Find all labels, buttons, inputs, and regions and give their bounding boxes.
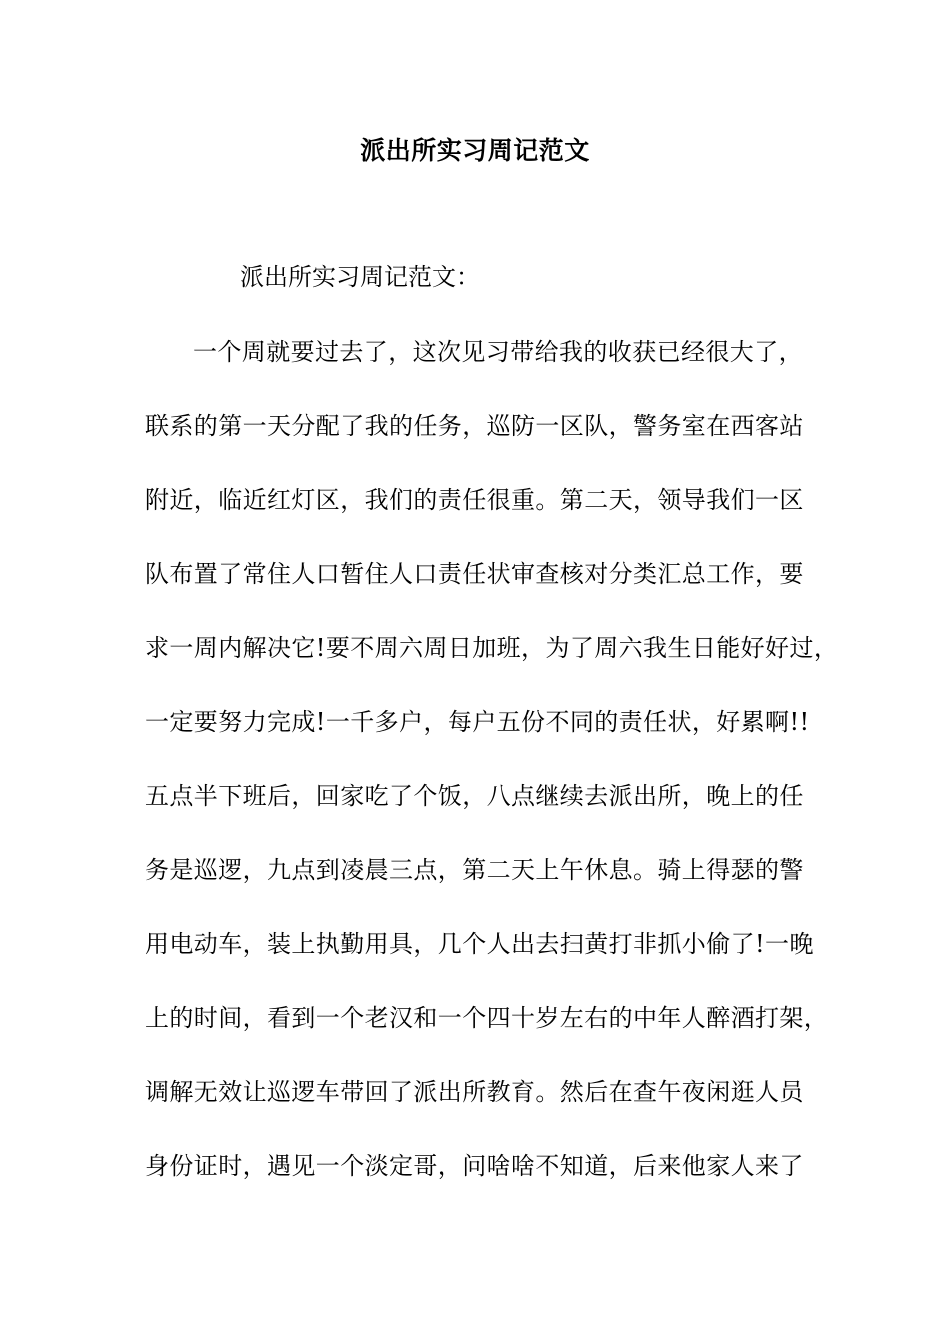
document-title: 派出所实习周记范文 xyxy=(360,136,590,165)
document-body xyxy=(145,335,839,1223)
paragraph-line: 一定要努力完成!一千多户，每户五份不同的责任状，好累啊!! xyxy=(145,708,810,736)
paragraph-line: 务是巡逻，九点到凌晨三点，第二天上午休息。骑上得瑟的警 xyxy=(145,856,804,884)
paragraph-line: 身份证时，遇见一个淡定哥，问啥啥不知道，后来他家人来了 xyxy=(145,1152,804,1180)
paragraph-line: 求一周内解决它!要不周六周日加班，为了周六我生日能好好过， xyxy=(145,634,839,662)
paragraph-line: 上的时间，看到一个老汉和一个四十岁左右的中年人醉酒打架， xyxy=(145,1004,829,1032)
paragraph-line: 五点半下班后，回家吃了个饭，八点继续去派出所，晚上的任 xyxy=(145,782,804,810)
paragraph-line: 附近，临近红灯区，我们的责任很重。第二天，领导我们一区 xyxy=(145,486,804,514)
paragraph-line: 联系的第一天分配了我的任务，巡防一区队，警务室在西客站 xyxy=(145,412,804,440)
paragraph-line: 调解无效让巡逻车带回了派出所教育。然后在查午夜闲逛人员 xyxy=(145,1078,804,1106)
paragraph-line: 队布置了常住人口暂住人口责任状审查核对分类汇总工作，要 xyxy=(145,560,804,588)
paragraph-line: 一个周就要过去了，这次见习带给我的收获已经很大了， xyxy=(193,338,803,366)
paragraph-line: 用电动车，装上执勤用具，几个人出去扫黄打非抓小偷了!一晚 xyxy=(145,930,814,958)
document-subtitle: 派出所实习周记范文： xyxy=(240,263,480,291)
